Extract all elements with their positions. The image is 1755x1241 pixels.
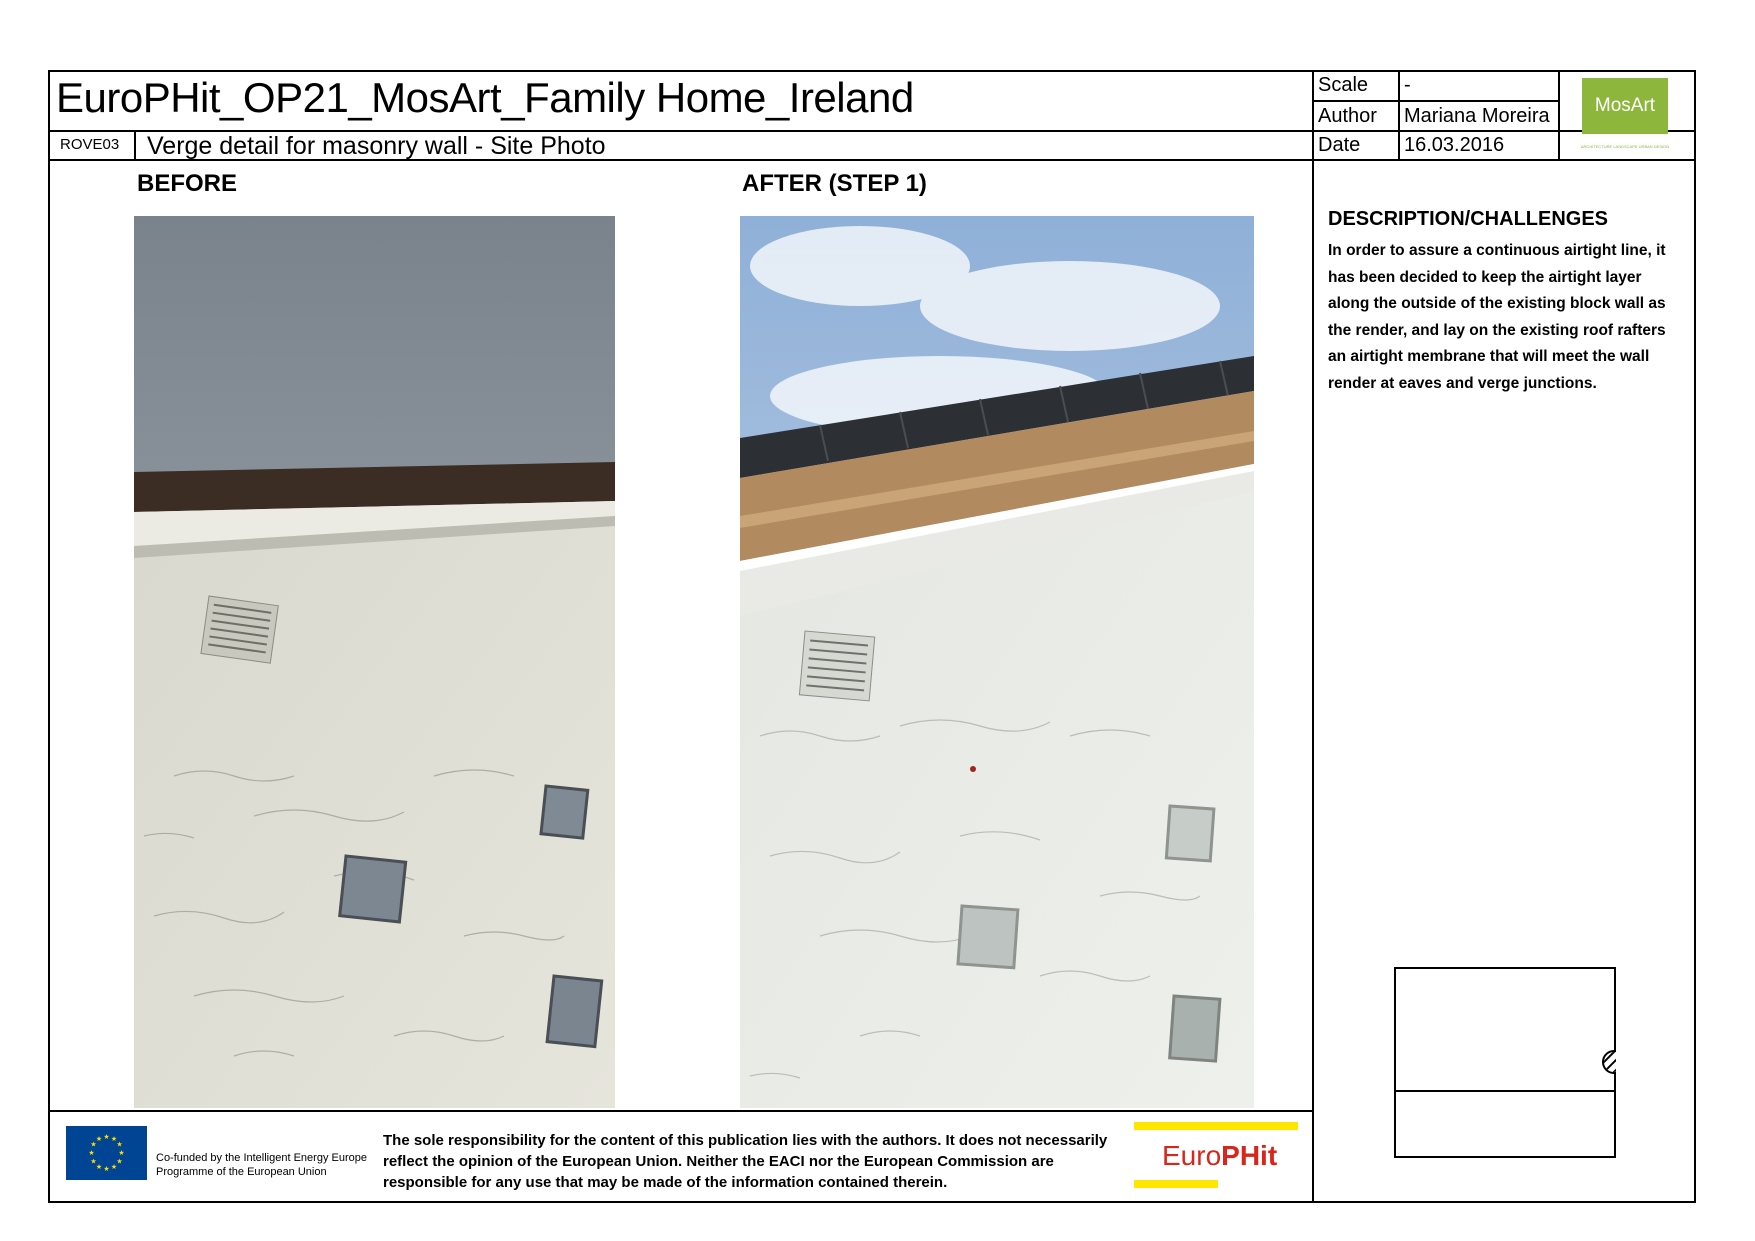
- europhit-logo-phit: PHit: [1221, 1140, 1278, 1171]
- description-title: DESCRIPTION/CHALLENGES: [1328, 208, 1609, 230]
- svg-text:★: ★: [95, 1135, 103, 1143]
- svg-text:★: ★: [90, 1140, 97, 1149]
- right-panel-divider: [1312, 70, 1314, 1203]
- eu-flag: [66, 1126, 147, 1180]
- mosart-logo-text: MosArt: [1594, 95, 1656, 116]
- header-label-divider: [1398, 70, 1400, 159]
- eu-stars-icon: [66, 1126, 147, 1180]
- svg-text:★: ★: [103, 1133, 110, 1141]
- mosart-tagline: ARCHITECTURE LANDSCAPE URBAN DESIGN: [1580, 144, 1670, 149]
- date-label: Date: [1318, 134, 1361, 156]
- after-photo: [740, 216, 1254, 1108]
- mosart-logo: [1582, 78, 1668, 134]
- vent-grille: [799, 631, 874, 701]
- drawing-subtitle: Verge detail for masonry wall - Site Photo: [147, 132, 606, 160]
- svg-text:★: ★: [118, 1149, 125, 1157]
- svg-text:★: ★: [88, 1149, 95, 1157]
- after-label: AFTER (STEP 1): [742, 170, 927, 197]
- svg-text:★: ★: [110, 1163, 118, 1171]
- header-logo-divider: [1558, 70, 1560, 159]
- scale-row-line: [1312, 100, 1558, 102]
- svg-text:★: ★: [116, 1140, 123, 1149]
- key-plan: [1394, 967, 1616, 1158]
- page-title: EuroPHit_OP21_MosArt_Family Home_Ireland: [56, 74, 914, 121]
- scale-label: Scale: [1318, 74, 1369, 96]
- code-divider: [134, 130, 136, 159]
- before-photo: [134, 216, 615, 1108]
- disclaimer-text: The sole responsibility for the content of this publication lies with the authors. It does not necessarily reflect the opinion of the European Union. Neither the EACI nor the European Commission are responsible for any use that may be made of the information contained therein.: [383, 1132, 1108, 1191]
- vent-grille: [201, 596, 278, 663]
- funding-text: Co-funded by the Intelligent Energy Europe Programme of the European Union: [156, 1152, 367, 1178]
- europhit-logo: [1134, 1122, 1298, 1190]
- drawing-code: ROVE03: [60, 136, 120, 153]
- svg-text:★: ★: [90, 1157, 97, 1166]
- before-label: BEFORE: [137, 170, 238, 197]
- scale-value: -: [1404, 74, 1411, 96]
- description-body: In order to assure a continuous airtight line, it has been decided to keep the airtight layer along the outside of the existing block wall as the render, and lay on the existing roof rafters an airtight membrane that will meet the wall render at eaves and verge junctions.: [1328, 242, 1666, 392]
- svg-text:★: ★: [116, 1157, 123, 1166]
- europhit-logo-euro: Euro: [1162, 1140, 1222, 1171]
- author-value: Mariana Moreira: [1404, 105, 1550, 127]
- svg-text:★: ★: [110, 1135, 118, 1143]
- svg-text:★: ★: [95, 1163, 103, 1171]
- footer-top-line: [48, 1110, 1312, 1112]
- author-label: Author: [1318, 105, 1377, 127]
- svg-text:★: ★: [103, 1165, 110, 1173]
- date-value: 16.03.2016: [1404, 134, 1505, 156]
